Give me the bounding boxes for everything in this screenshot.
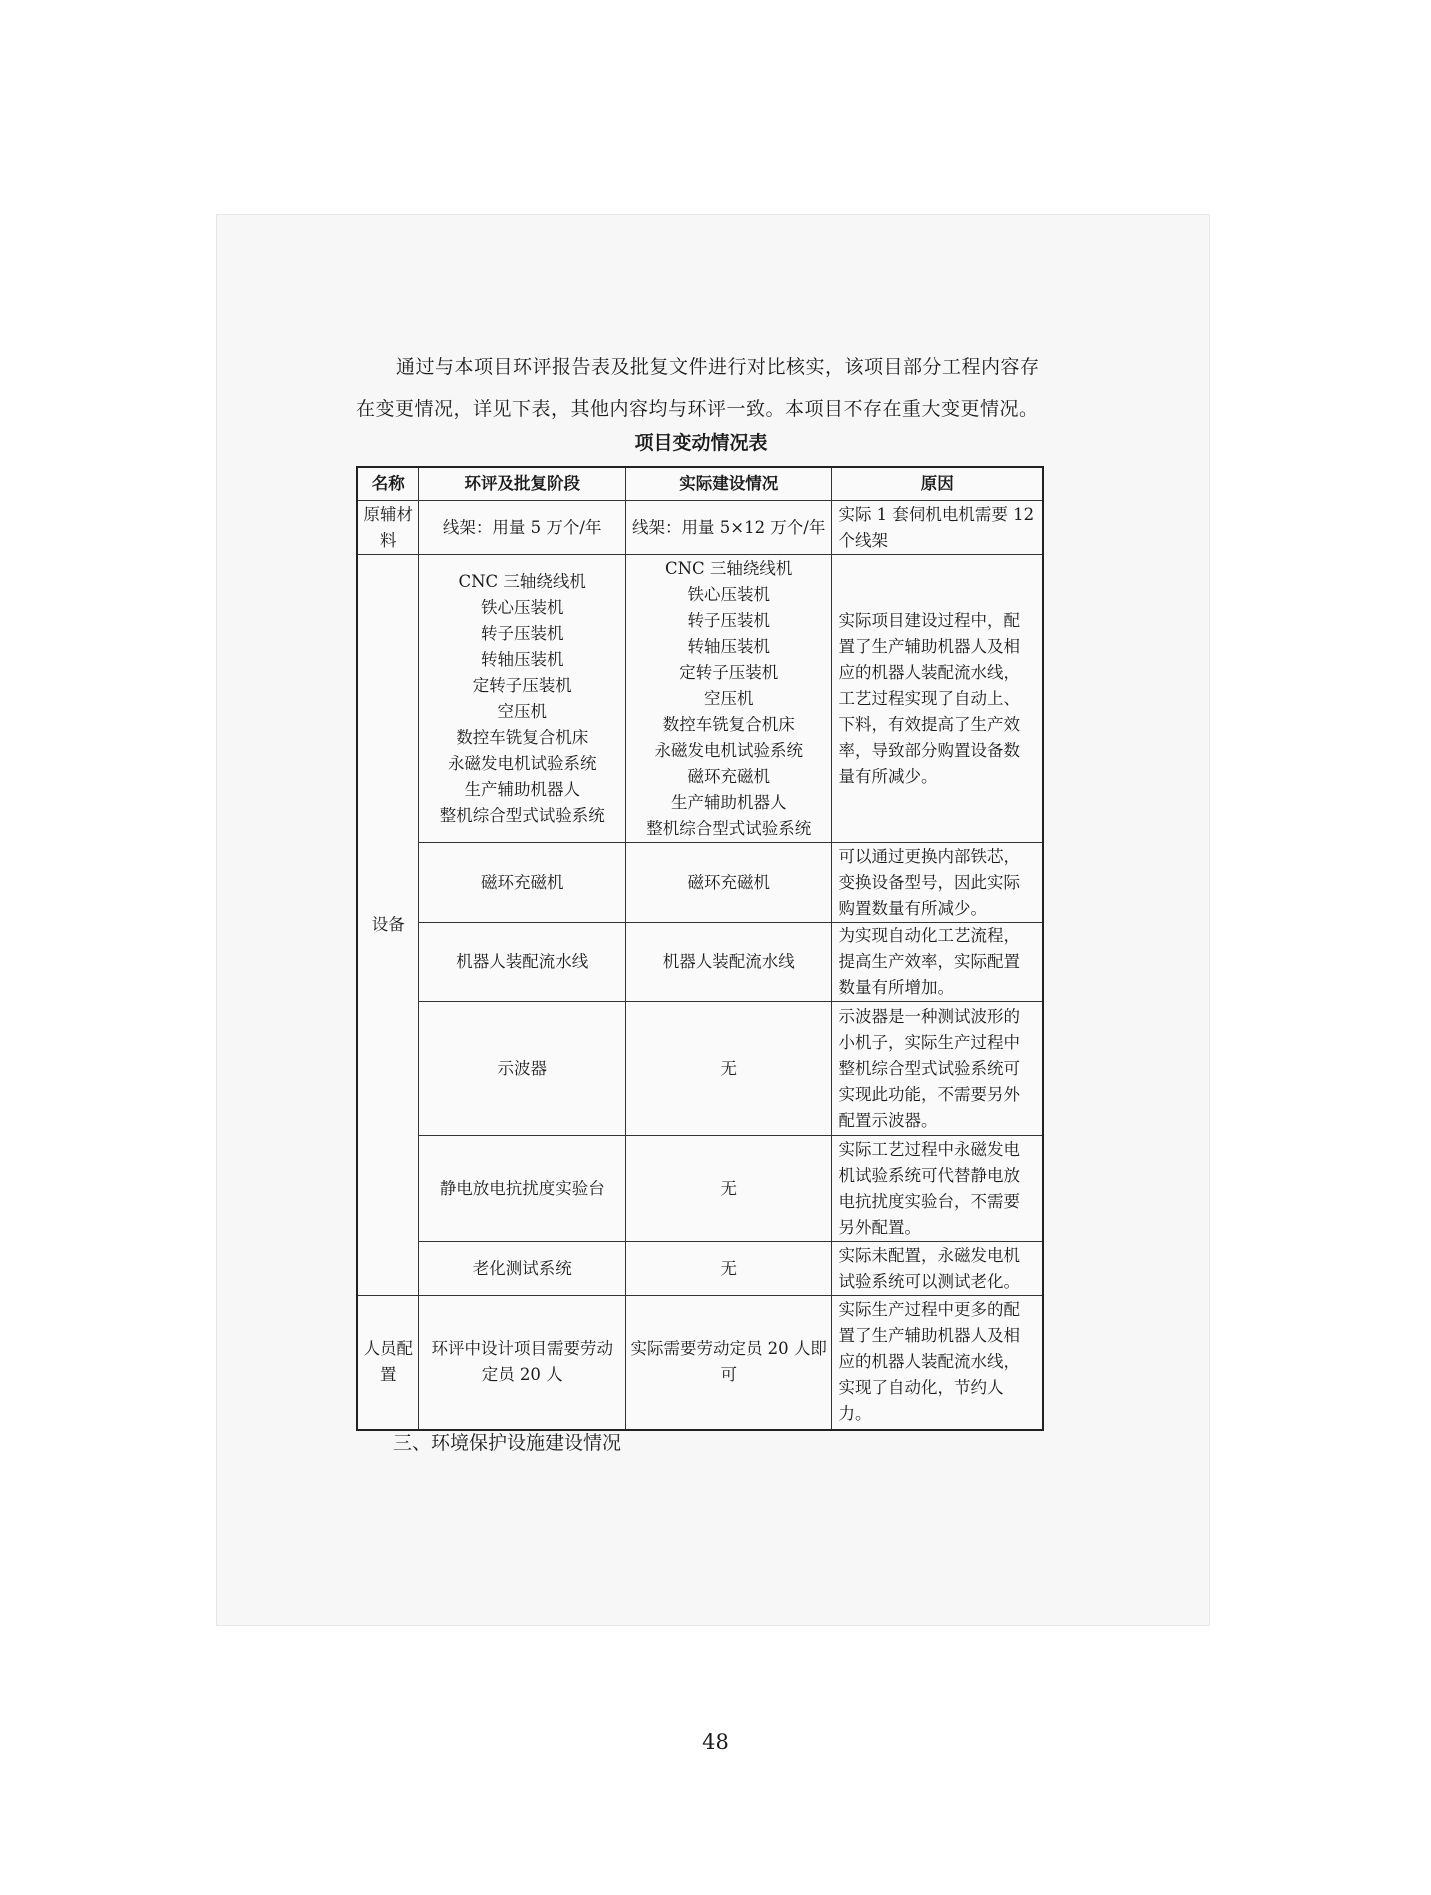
header-eia-stage: 环评及批复阶段 <box>419 467 626 501</box>
project-changes-table <box>356 466 1044 1431</box>
cell-equipment-eia-list <box>419 555 626 843</box>
cell-materials-eia: 线架：用量 5 万个/年 <box>419 501 626 555</box>
cell-oscilloscope-eia: 示波器 <box>419 1002 626 1136</box>
cell-esd-bench-actual: 无 <box>625 1136 832 1242</box>
cell-equipment-group-reason: 实际项目建设过程中，配置了生产辅助机器人及相应的机器人装配流水线，工艺过程实现了自动上、下料，有效提高了生产效率，导致部分购置设备数量有所减少。 <box>832 555 1043 843</box>
actual-equipment-item: 铁心压装机 <box>687 584 770 604</box>
eia-equipment-item: 生产辅助机器人 <box>464 779 580 799</box>
table-row-esd-bench <box>357 1136 1043 1242</box>
intro-paragraph-line-1: 通过与本项目环评报告表及批复文件进行对比核实，该项目部分工程内容存 <box>396 356 1040 378</box>
cell-assembly-line-eia: 机器人装配流水线 <box>419 923 626 1002</box>
cell-equipment-name: 设备 <box>357 555 419 1296</box>
table-title: 项目变动情况表 <box>634 432 768 454</box>
cell-assembly-line-reason: 为实现自动化工艺流程，提高生产效率，实际配置数量有所增加。 <box>832 923 1043 1002</box>
eia-equipment-item: 铁心压装机 <box>480 597 564 617</box>
table-row-equipment-group <box>357 555 1043 843</box>
intro-paragraph-line-2: 在变更情况，详见下表，其他内容均与环评一致。本项目不存在重大变更情况。 <box>356 398 1039 420</box>
eia-equipment-item: 永磁发电机试验系统 <box>447 753 597 773</box>
cell-staffing-name: 人员配置 <box>357 1296 419 1430</box>
cell-magnetizer-actual: 磁环充磁机 <box>625 843 832 923</box>
cell-oscilloscope-reason: 示波器是一种测试波形的小机子，实际生产过程中整机综合型式试验系统可实现此功能，不需要另外配置示波器。 <box>832 1002 1043 1136</box>
header-actual-construction: 实际建设情况 <box>625 467 832 501</box>
cell-esd-bench-reason: 实际工艺过程中永磁发电机试验系统可代替静电放电抗扰度实验台，不需要另外配置。 <box>832 1136 1043 1242</box>
actual-equipment-item: 转子压装机 <box>687 610 770 630</box>
cell-assembly-line-actual: 机器人装配流水线 <box>625 923 832 1002</box>
actual-equipment-item: 永磁发电机试验系统 <box>654 740 803 760</box>
cell-staffing-actual: 实际需要劳动定员 20 人即可 <box>625 1296 832 1430</box>
cell-esd-bench-eia: 静电放电抗扰度实验台 <box>419 1136 626 1242</box>
eia-equipment-item: CNC 三轴绕线机 <box>458 571 586 591</box>
actual-equipment-item: CNC 三轴绕线机 <box>664 558 793 578</box>
cell-aging-reason: 实际未配置，永磁发电机试验系统可以测试老化。 <box>832 1242 1043 1296</box>
actual-equipment-item: 生产辅助机器人 <box>670 792 787 812</box>
table-row-staffing <box>357 1296 1043 1430</box>
table-row-oscilloscope <box>357 1002 1043 1136</box>
table-row-materials <box>357 501 1043 555</box>
actual-equipment-item: 空压机 <box>703 688 754 708</box>
eia-equipment-item: 数控车铣复合机床 <box>456 727 589 747</box>
eia-equipment-item: 转轴压装机 <box>480 649 564 669</box>
actual-equipment-item: 整机综合型式试验系统 <box>646 818 812 838</box>
table-row-assembly-line <box>357 923 1043 1002</box>
eia-equipment-item: 转子压装机 <box>480 623 564 643</box>
cell-equipment-actual-list <box>625 555 832 843</box>
table-row-aging-test <box>357 1242 1043 1296</box>
cell-staffing-reason: 实际生产过程中更多的配置了生产辅助机器人及相应的机器人装配流水线，实现了自动化，节约人力。 <box>832 1296 1043 1430</box>
table-row-magnetizer <box>357 843 1043 923</box>
cell-aging-actual: 无 <box>625 1242 832 1296</box>
cell-materials-reason: 实际 1 套伺机电机需要 12 个线架 <box>832 501 1043 555</box>
actual-equipment-item: 转轴压装机 <box>687 636 770 656</box>
eia-equipment-item: 空压机 <box>497 701 547 721</box>
header-name: 名称 <box>357 467 419 501</box>
actual-equipment-item: 磁环充磁机 <box>687 766 770 786</box>
cell-oscilloscope-actual: 无 <box>625 1002 832 1136</box>
table-header-row <box>357 467 1043 501</box>
page-number: 48 <box>702 1730 729 1754</box>
cell-magnetizer-reason: 可以通过更换内部铁芯，变换设备型号，因此实际购置数量有所减少。 <box>832 843 1043 923</box>
header-reason: 原因 <box>832 467 1043 501</box>
eia-equipment-item: 整机综合型式试验系统 <box>439 805 605 825</box>
cell-materials-name: 原辅材料 <box>357 501 419 555</box>
cell-magnetizer-eia: 磁环充磁机 <box>419 843 626 923</box>
eia-equipment-item: 定转子压装机 <box>472 675 572 695</box>
section-heading: 三、环境保护设施建设情况 <box>393 1432 622 1454</box>
actual-equipment-item: 定转子压装机 <box>679 662 779 682</box>
cell-materials-actual: 线架：用量 5×12 万个/年 <box>625 501 832 555</box>
cell-staffing-eia: 环评中设计项目需要劳动定员 20 人 <box>419 1296 626 1430</box>
cell-aging-eia: 老化测试系统 <box>419 1242 626 1296</box>
actual-equipment-item: 数控车铣复合机床 <box>662 714 795 734</box>
